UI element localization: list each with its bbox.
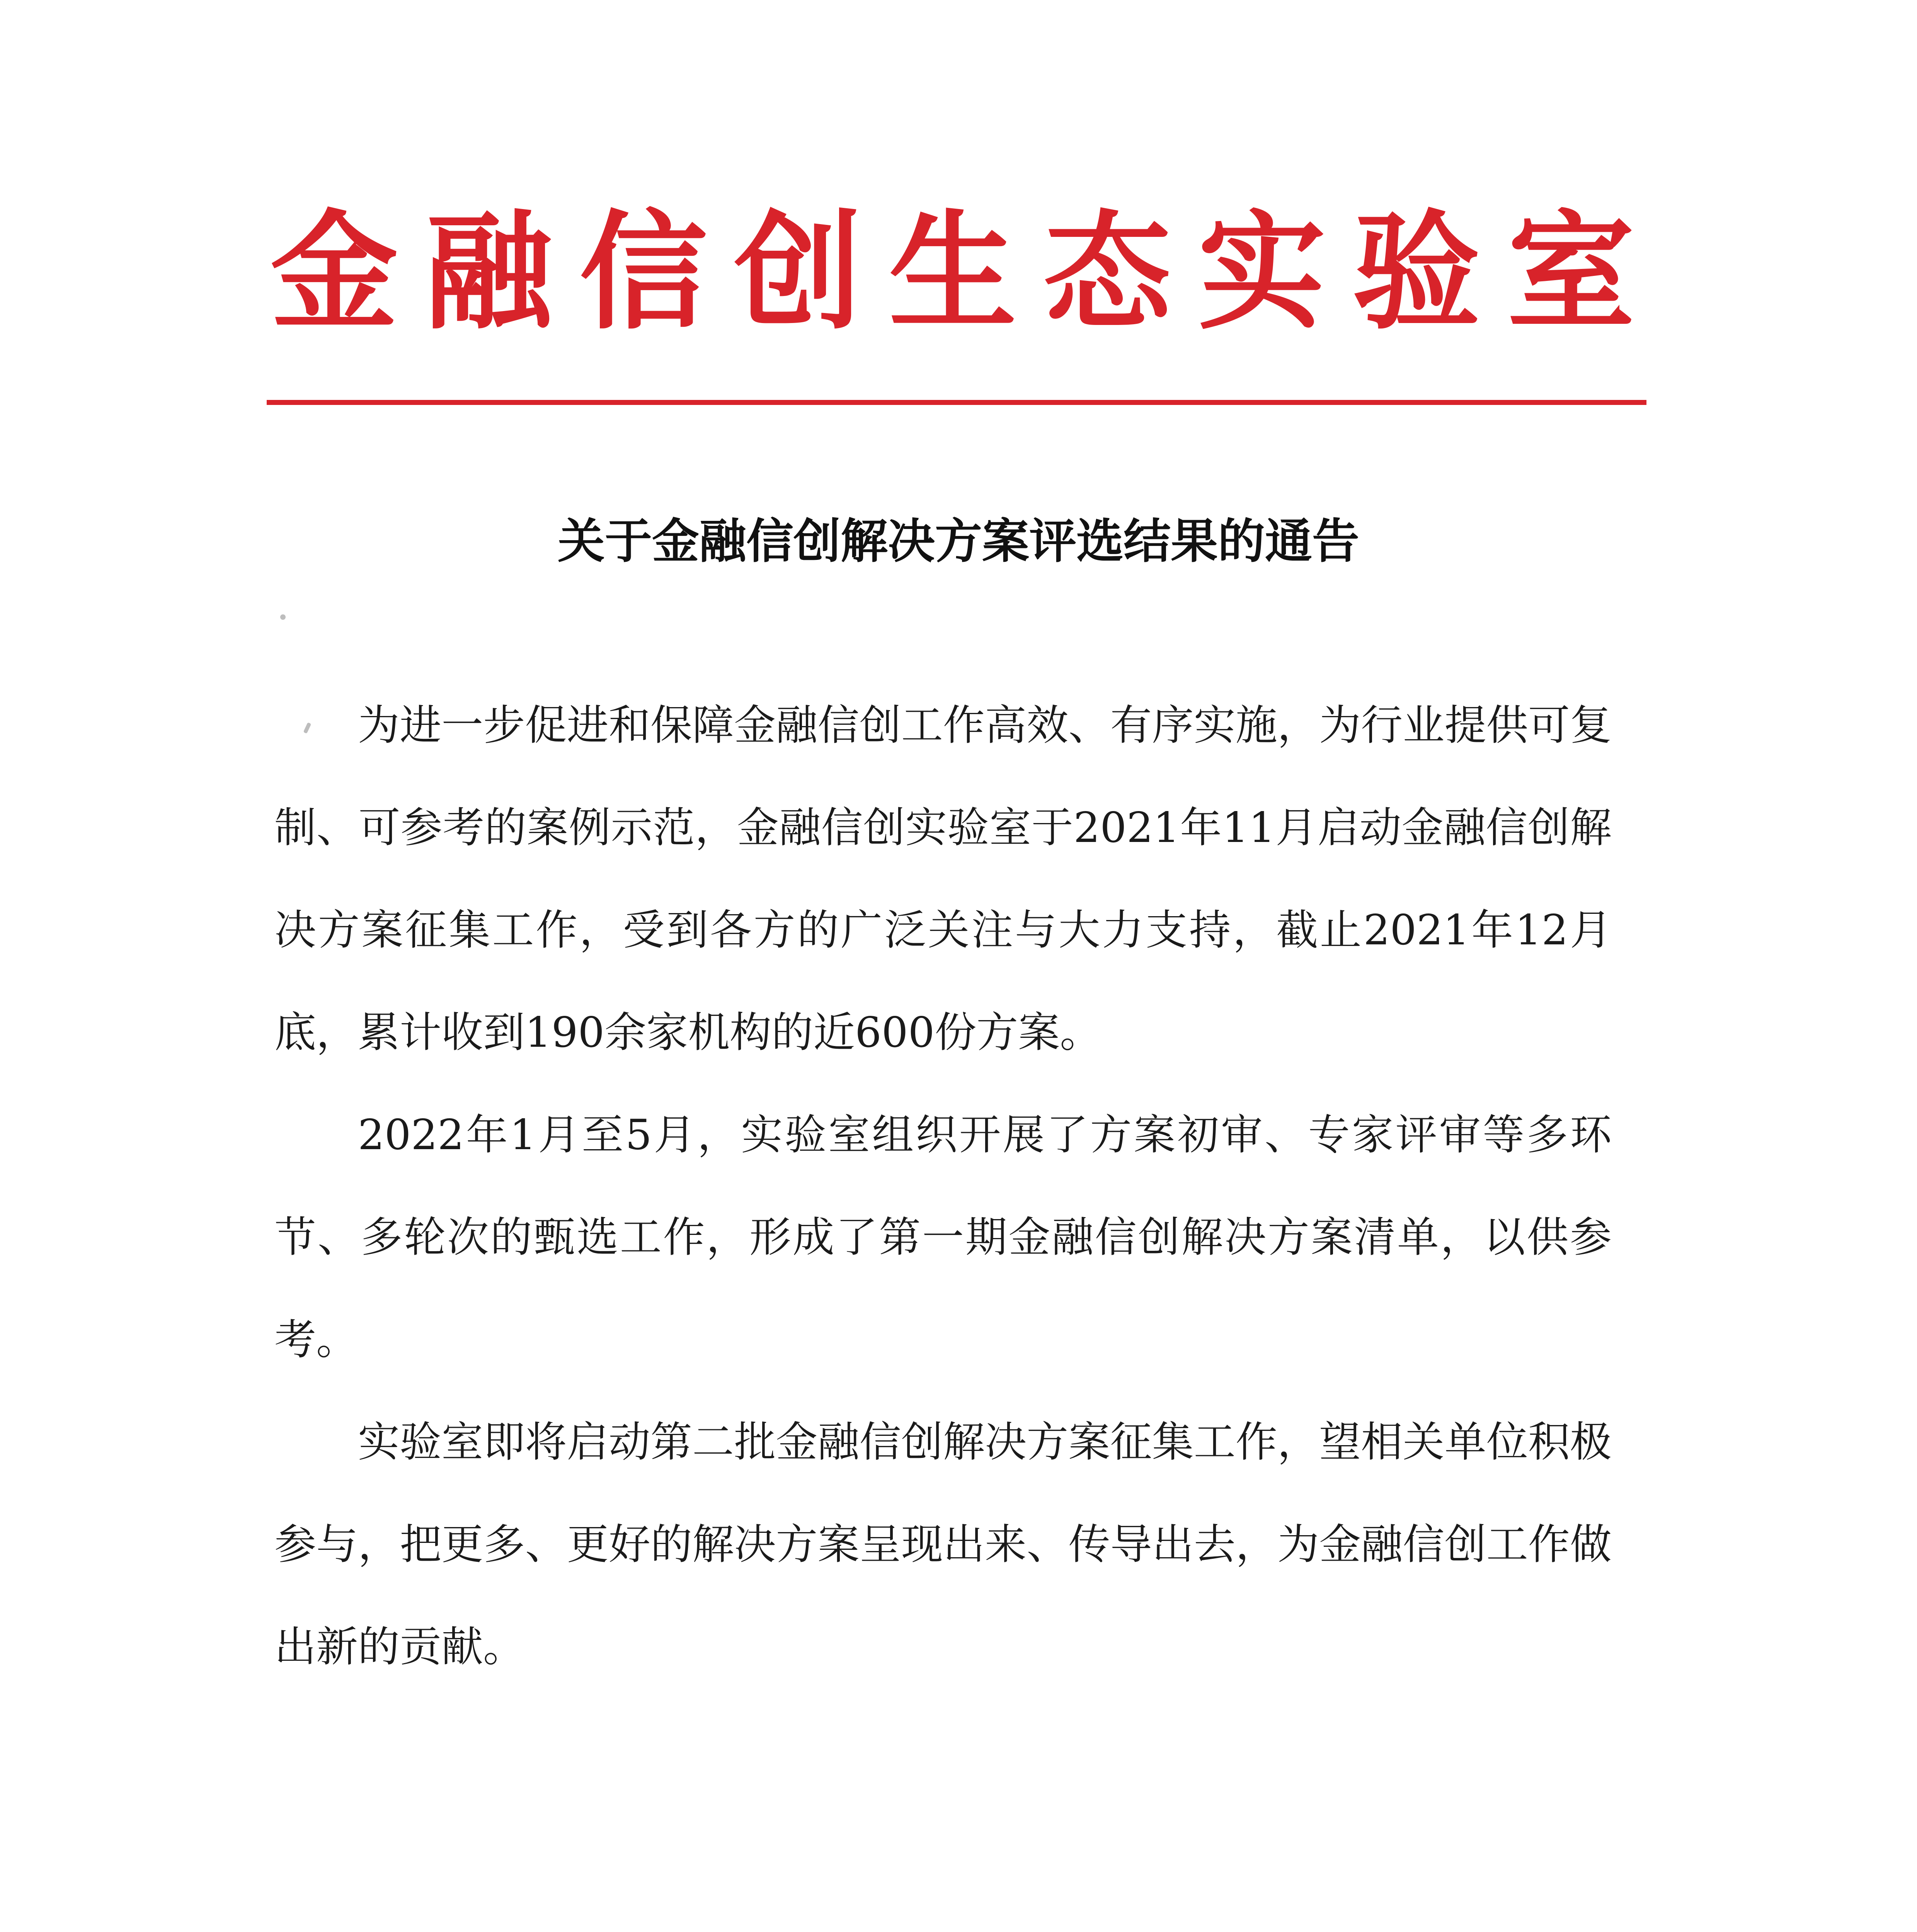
contact-block (375, 1793, 1081, 1932)
body-paragraph: 2022年1月至5月，实验室组织开展了方案初审、专家评审等多环节、多轮次的甄选工作，形成了第一期金融信创解决方案清单，以供参考。 (274, 1111, 1612, 1364)
letterhead-org-name: 金融信创生态实验室 (271, 198, 1662, 347)
body-paragraph: 实验室即将启动第二批金融信创解决方案征集工作，望相关单位积极参与，把更多、更好的解决方案呈现出来、传导出去，为金融信创工作做出新的贡献。 (274, 1418, 1612, 1671)
body-paragraph: 为进一步促进和保障金融信创工作高效、有序实施，为行业提供可复制、可参考的案例示范，金融信创实验室于2021年11月启动金融信创解决方案征集工作，受到各方的广泛关注与大力支持，截止2021年12月底，累计收到190余家机构的近600份方案。 (274, 701, 1612, 1057)
notice-title: 关于金融信创解决方案评选结果的通告 (558, 514, 1359, 569)
scan-speck (280, 614, 286, 620)
letterhead-red-rule (267, 400, 1646, 405)
notice-body (274, 674, 1612, 1698)
